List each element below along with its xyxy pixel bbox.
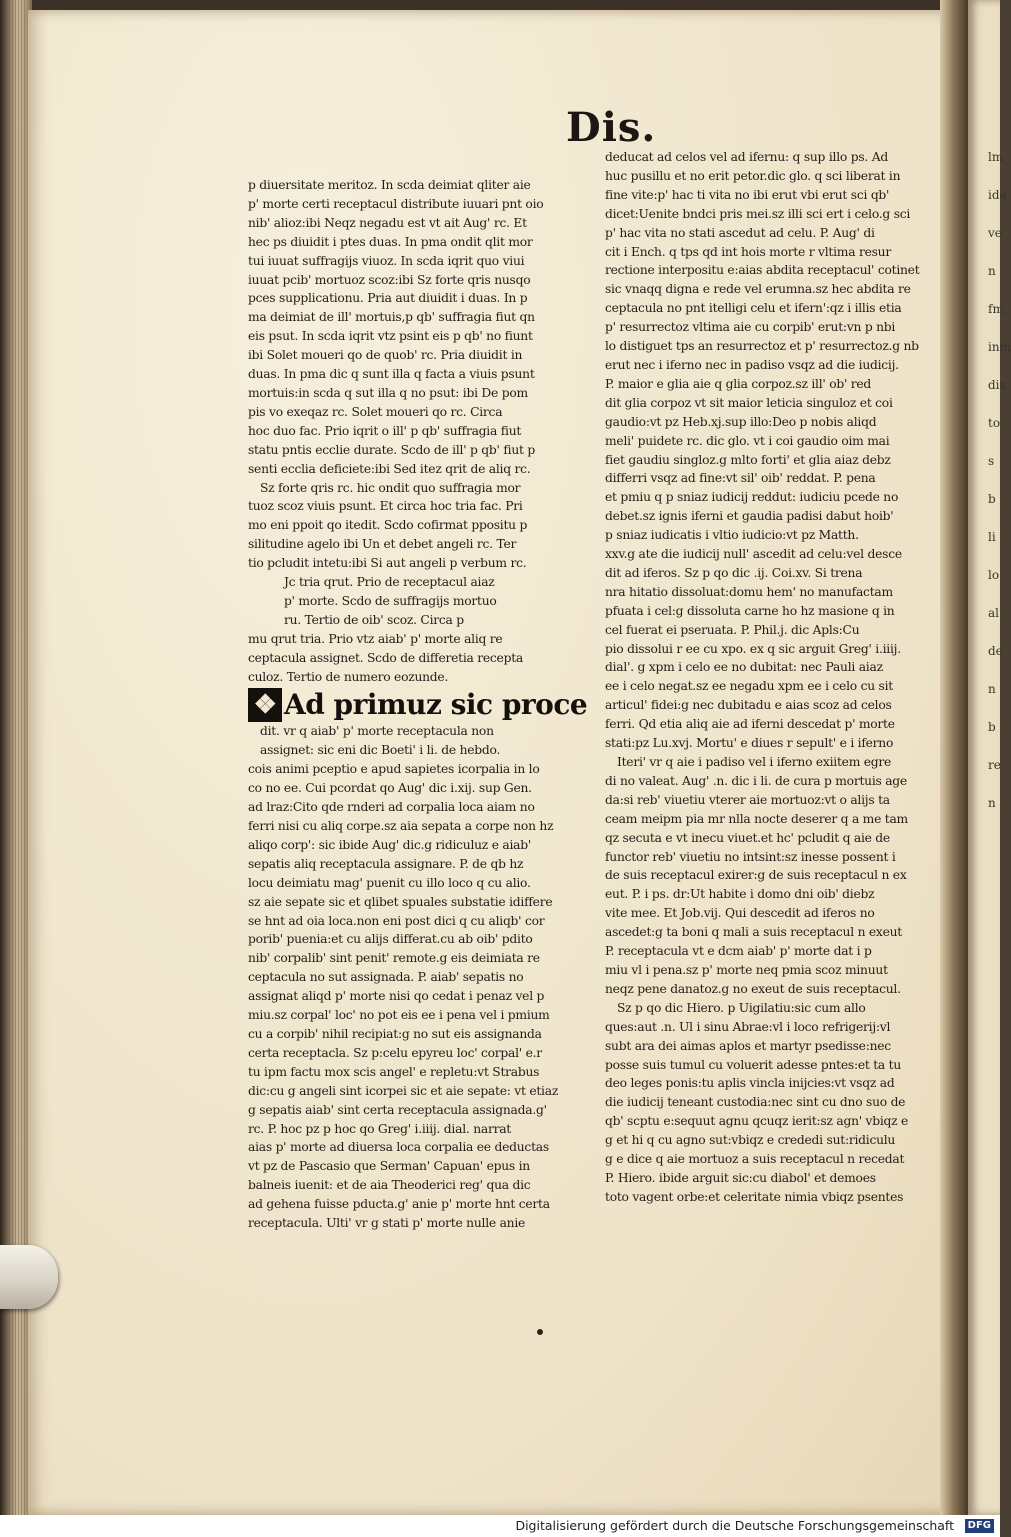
text-line: miu vl i pena.sz p' morte neq pmia scoz minuut xyxy=(605,962,888,977)
facing-page-fragment: b xyxy=(988,492,996,506)
text-line: tio pcludit intetu:ibi Si aut angeli p verbum rc. xyxy=(248,556,527,571)
text-line: culoz. Tertio de numero eozunde. xyxy=(248,669,449,684)
facing-page-fragment: re xyxy=(988,758,1001,772)
text-line: mortuis:in scda q sut illa q no psut: ibi De pom xyxy=(248,385,528,400)
text-line: co no ee. Cui pcordat qo Aug' dic i.xij. sup Gen. xyxy=(248,781,532,796)
text-line: Iteri' vr q aie i padiso vel i iferno exiitem egre xyxy=(617,755,892,769)
text-line: eut. P. i ps. dr:Ut habite i domo dni oib' diebz xyxy=(605,887,875,902)
text-line: porib' puenia:et cu alijs differat.cu ab oib' pdito xyxy=(248,932,533,947)
text-line: ad gehena fuisse pducta.g' anie p' morte hnt certa xyxy=(248,1197,550,1212)
text-line: ee i celo negat.sz ee negadu xpm ee i celo cu sit xyxy=(605,679,893,694)
text-line: differri vsqz ad fine:vt sil' oib' reddat. P. pena xyxy=(605,471,876,486)
text-line: p' morte. Scdo de suffragijs mortuo xyxy=(284,593,497,608)
running-head: Dis. xyxy=(566,104,657,151)
text-line: nib' alioz:ibi Neqz negadu est vt ait Aug' rc. Et xyxy=(248,215,527,230)
page-mark xyxy=(537,1329,543,1335)
right-text-column xyxy=(605,148,931,1207)
text-line: g et hi q cu agno sut:vbiqz e crededi sut:ridiculu xyxy=(605,1133,896,1148)
text-line: rectione interpositu e:aias abdita receptacul' cotinet xyxy=(605,263,920,278)
text-line: assignet: sic eni dic Boeti' i li. de hebdo. xyxy=(260,743,501,758)
text-line: deducat ad celos vel ad ifernu: q sup illo ps. Ad xyxy=(605,150,888,164)
text-line: ques:aut .n. Ul i sinu Abrae:vl i loco refrigerij:vl xyxy=(605,1019,891,1034)
section-heading-text: Ad primuz sic proce xyxy=(284,688,588,722)
text-line: g sepatis aiab' sint certa receptacula assignada.g' xyxy=(248,1102,547,1117)
text-line: di no valeat. Aug' .n. dic i li. de cura p mortuis age xyxy=(605,773,907,788)
text-line: p diuersitate meritoz. In scda deimiat qliter aie xyxy=(248,178,531,192)
text-line: ferri. Qd etia aliq aie ad iferni descedat p' morte xyxy=(605,717,895,732)
text-line: ru. Tertio de oib' scoz. Circa p xyxy=(284,612,464,627)
text-line: neqz pene danatoz.g no exeut de suis receptacul. xyxy=(605,981,901,996)
text-line: ceptacula no pnt itelligi celu et ifern':qz i illis etia xyxy=(605,301,902,316)
facing-page-fragment: to xyxy=(988,416,1001,430)
text-line: subt ara dei aimas aplos et martyr psedisse:nec xyxy=(605,1038,891,1053)
text-line: hoc duo fac. Prio iqrit o ill' p qb' suffragia fiut xyxy=(248,423,522,438)
text-line: stati:pz Lu.xvj. Mortu' e diues r sepult' e i iferno xyxy=(605,736,894,751)
page-clip xyxy=(0,1245,58,1309)
facing-page-fragment: b xyxy=(988,720,996,734)
text-line: gaudio:vt pz Heb.xj.sup illo:Deo p nobis aliqd xyxy=(605,414,877,429)
text-line: articul' fidei:g nec dubitadu e aias scoz ad celos xyxy=(605,698,892,713)
text-line: tu ipm factu mox scis angel' e repletu:vt Strabus xyxy=(248,1064,540,1079)
text-line: iuuat pcib' mortuoz scoz:ibi Sz forte qris nusqo xyxy=(248,272,531,287)
text-line: hec ps diuidit i ptes duas. In pma ondit qlit mor xyxy=(248,234,533,249)
text-line: dit. vr q aiab' p' morte receptacula non xyxy=(260,724,494,739)
facing-page-fragment: al xyxy=(988,606,999,620)
right-column-lines xyxy=(605,148,931,1207)
facing-page-fragment: lo xyxy=(988,568,1000,582)
facing-page-fragment: lm xyxy=(988,150,1004,164)
text-line: erut nec i iferno nec in padiso vsqz ad die iudicij. xyxy=(605,357,899,372)
text-line: mu qrut tria. Prio vtz aiab' p' morte aliq re xyxy=(248,631,503,646)
text-line: ma deimiat de ill' mortuis,p qb' suffragia fiut qn xyxy=(248,310,535,325)
text-line: se hnt ad oia loca.non eni post dici q cu aliqb' cor xyxy=(248,913,545,928)
text-line: pis vo exeqaz rc. Solet moueri qo rc. Circa xyxy=(248,404,503,419)
ornamental-initial-icon: ❖ xyxy=(248,688,282,722)
text-line: receptacula. Ulti' vr g stati p' morte nulle anie xyxy=(248,1216,526,1231)
footer-bar xyxy=(0,1515,1000,1537)
text-line: nib' corpalib' sint penit' remote.g eis deimiata re xyxy=(248,951,540,966)
text-line: duas. In pma dic q sunt illa q facta a viuis psunt xyxy=(248,367,535,382)
text-line: dic:cu g angeli sint icorpei sic et aie sepate: vt etiaz xyxy=(248,1083,559,1098)
text-line: sz aie sepate sic et qlibet spuales substatie idiffere xyxy=(248,894,553,909)
text-line: eis psut. In scda iqrit vtz psint eis p qb' no fiunt xyxy=(248,329,533,344)
text-line: P. Hiero. ibide arguit sic:cu diabol' et demoes xyxy=(605,1170,876,1185)
text-line: P. maior e glia aie q glia corpoz.sz ill' ob' red xyxy=(605,376,872,391)
text-line: aias p' morte ad diuersa loca corpalia ee deductas xyxy=(248,1140,549,1155)
text-line: xxv.g ate die iudicij null' ascedit ad celu:vel desce xyxy=(605,547,902,562)
text-line: p' resurrectoz vltima aie cu corpib' erut:vn p nbi xyxy=(605,320,896,335)
dfg-logo: DFG xyxy=(965,1519,994,1533)
text-line: mo eni ppoit qo itedit. Scdo cofirmat ppositu p xyxy=(248,518,528,533)
text-line: toto vagent orbe:et celeritate nimia vbiqz psentes xyxy=(605,1189,904,1204)
left-text-column xyxy=(248,176,588,1233)
facing-page-fragment: n xyxy=(988,796,996,810)
text-line: rc. P. hoc pz p hoc qo Greg' i.iiij. dial. narrat xyxy=(248,1121,511,1136)
text-line: ad lraz:Cito qde rnderi ad corpalia loca aiam no xyxy=(248,800,535,815)
text-line: silitudine agelo ibi Un et debet angeli rc. Ter xyxy=(248,537,517,552)
facing-page-fragment: s xyxy=(988,454,995,468)
text-line: p' hac vita no stati ascedut ad celu. P. Aug' di xyxy=(605,225,875,240)
section-heading xyxy=(248,688,588,722)
facing-page-fragment: ve xyxy=(988,226,1002,240)
text-line: p sniaz iudicatis i vltio iudicio:vt pz Matth. xyxy=(605,528,859,543)
funding-note: Digitalisierung gefördert durch die Deutsche Forschungsgemeinschaft xyxy=(515,1518,954,1533)
text-line: nra hitatio dissoluat:domu hem' no manufactam xyxy=(605,584,893,599)
text-line: pfuata i cel:g dissoluta carne ho hz masione q in xyxy=(605,603,895,618)
text-line: dit glia corpoz vt sit maior leticia singuloz et coi xyxy=(605,395,893,410)
left-column-lines-after xyxy=(248,722,574,1232)
text-line: senti ecclia deficiete:ibi Sed itez qrit de aliq rc. xyxy=(248,461,531,476)
text-line: g e dice q aie mortuoz a suis receptacul n recedat xyxy=(605,1152,905,1167)
facing-page-fragment: fm xyxy=(988,302,1004,316)
text-line: P. receptacula vt e dcm aiab' p' morte dat i p xyxy=(605,944,872,959)
text-line: tuoz scoz viuis psunt. Et circa hoc tria fac. Pri xyxy=(248,499,523,514)
text-line: posse suis tumul cu voluerit adesse pntes:et ta tu xyxy=(605,1057,902,1072)
text-line: Sz forte qris rc. hic ondit quo suffragia mor xyxy=(260,480,521,495)
text-line: cit i Ench. q tps qd int hois morte r vltima resur xyxy=(605,244,891,259)
text-line: huc pusillu et no erit petor.dic glo. q sci liberat in xyxy=(605,168,901,183)
facing-page-fragment: ide xyxy=(988,188,1007,202)
book-gutter xyxy=(940,0,970,1515)
text-line: qb' scptu e:sequut agnu qcuqz ierit:sz agn' vbiqz e xyxy=(605,1114,909,1129)
text-line: Sz p qo dic Hiero. p Uigilatiu:sic cum allo xyxy=(617,1000,866,1015)
text-line: ferri nisi cu aliq corpe.sz aia sepata a corpe non hz xyxy=(248,819,554,833)
text-line: die iudicij teneant custodia:nec sint cu dno suo de xyxy=(605,1095,906,1110)
text-line: ceptacula no sut assignada. P. aiab' sepatis no xyxy=(248,970,524,985)
text-line: balneis iuenit: et de aia Theoderici reg' qua dic xyxy=(248,1178,531,1193)
facing-page-edge xyxy=(968,0,1011,1515)
text-line: debet.sz ignis iferni et gaudia padisi dabut hoib' xyxy=(605,509,894,524)
facing-page-fragment: de xyxy=(988,644,1003,658)
text-line: p' morte certi receptacul distribute iuuari pnt oio xyxy=(248,196,544,211)
text-line: da:si reb' viuetiu vterer aie mortuoz:vt o alijs ta xyxy=(605,792,890,807)
facing-page-fragment: dis xyxy=(988,378,1006,392)
text-line: qz secuta e vt inecu viuet.et hc' pcludit q aie de xyxy=(605,830,890,845)
text-line: functor reb' viuetiu no intsint:sz inesse possent i xyxy=(605,849,896,864)
text-line: aliqo corp': sic ibide Aug' dic.g ridiculuz e aiab' xyxy=(248,837,531,852)
text-line: ceptacula assignet. Scdo de differetia recepta xyxy=(248,650,523,665)
text-line: tui iuuat suffragijs viuoz. In scda iqrit quo viui xyxy=(248,253,525,268)
text-line: cel fuerat ei pseruata. P. Phil.j. dic Apls:Cu xyxy=(605,622,860,637)
text-line: pio dissolui r ee cu xpo. ex q sic arguit Greg' i.iiij. xyxy=(605,641,901,656)
text-line: de suis receptacul exirer:g de suis receptacul n ex xyxy=(605,868,907,883)
text-line: locu deimiatu mag' puenit cu illo loco q cu alio. xyxy=(248,875,531,890)
text-line: cu a corpib' nihil recipiat:g no sut eis assignanda xyxy=(248,1026,542,1041)
text-line: fine vite:p' hac ti vita no ibi erut vbi erut sci qb' xyxy=(605,187,890,202)
text-line: sepatis aliq receptacula assignare. P. de qb hz xyxy=(248,856,524,871)
facing-page-fragment: n xyxy=(988,682,996,696)
text-line: vite mee. Et Job.vij. Qui descedit ad iferos no xyxy=(605,906,875,921)
text-line: ascedet:g ta boni q mali a suis receptacul n exeut xyxy=(605,925,902,940)
text-line: Jc tria qrut. Prio de receptacul aiaz xyxy=(284,575,495,590)
text-line: dit ad iferos. Sz p qo dic .ij. Coi.xv. Si trena xyxy=(605,565,863,580)
text-line: vt pz de Pascasio que Serman' Capuan' epus in xyxy=(248,1159,530,1174)
text-line: et pmiu q p sniaz iudicij reddut: iudiciu pcede no xyxy=(605,490,899,505)
text-line: dial'. g xpm i celo ee no dubitat: nec Pauli aiaz xyxy=(605,660,883,675)
text-line: dicet:Uenite bndci pris mei.sz illi sci ert i celo.g sci xyxy=(605,206,911,221)
text-line: cois animi pceptio e apud sapietes icorpalia in lo xyxy=(248,762,540,777)
facing-page-fragment: inm xyxy=(988,340,1011,354)
text-line: miu.sz corpal' loc' no pot eis ee i pena vel i pmium xyxy=(248,1008,550,1023)
text-line: ceam meipm pia mr nlla nocte deserer q a me tam xyxy=(605,811,908,826)
text-line: deo leges ponis:tu aplis vincla inijcies:vt vsqz ad xyxy=(605,1076,895,1091)
text-line: statu pntis ecclie durate. Scdo de ill' p qb' fiut p xyxy=(248,442,535,457)
text-line: fiet gaudiu singloz.g mlto forti' et glia aiaz debz xyxy=(605,452,891,467)
text-line: certa receptacla. Sz p:celu epyreu loc' corpal' e.r xyxy=(248,1045,542,1060)
left-column-lines-before xyxy=(248,176,574,686)
text-line: assignat aliqd p' morte nisi qo cedat i penaz vel p xyxy=(248,989,545,1004)
text-line: meli' puidete rc. dic glo. vt i coi gaudio oim mai xyxy=(605,433,890,448)
text-line: lo distiguet tps an resurrectoz et p' resurrectoz.g nb xyxy=(605,339,919,354)
text-line: sic vnaqq digna e rede vel erumna.sz hec abdita re xyxy=(605,282,911,297)
facing-page-fragment: n xyxy=(988,264,996,278)
text-line: pces supplicationu. Pria aut diuidit i duas. In p xyxy=(248,291,528,306)
text-line: ibi Solet moueri qo de quob' rc. Pria diuidit in xyxy=(248,348,523,363)
facing-page-fragment: li xyxy=(988,530,996,544)
